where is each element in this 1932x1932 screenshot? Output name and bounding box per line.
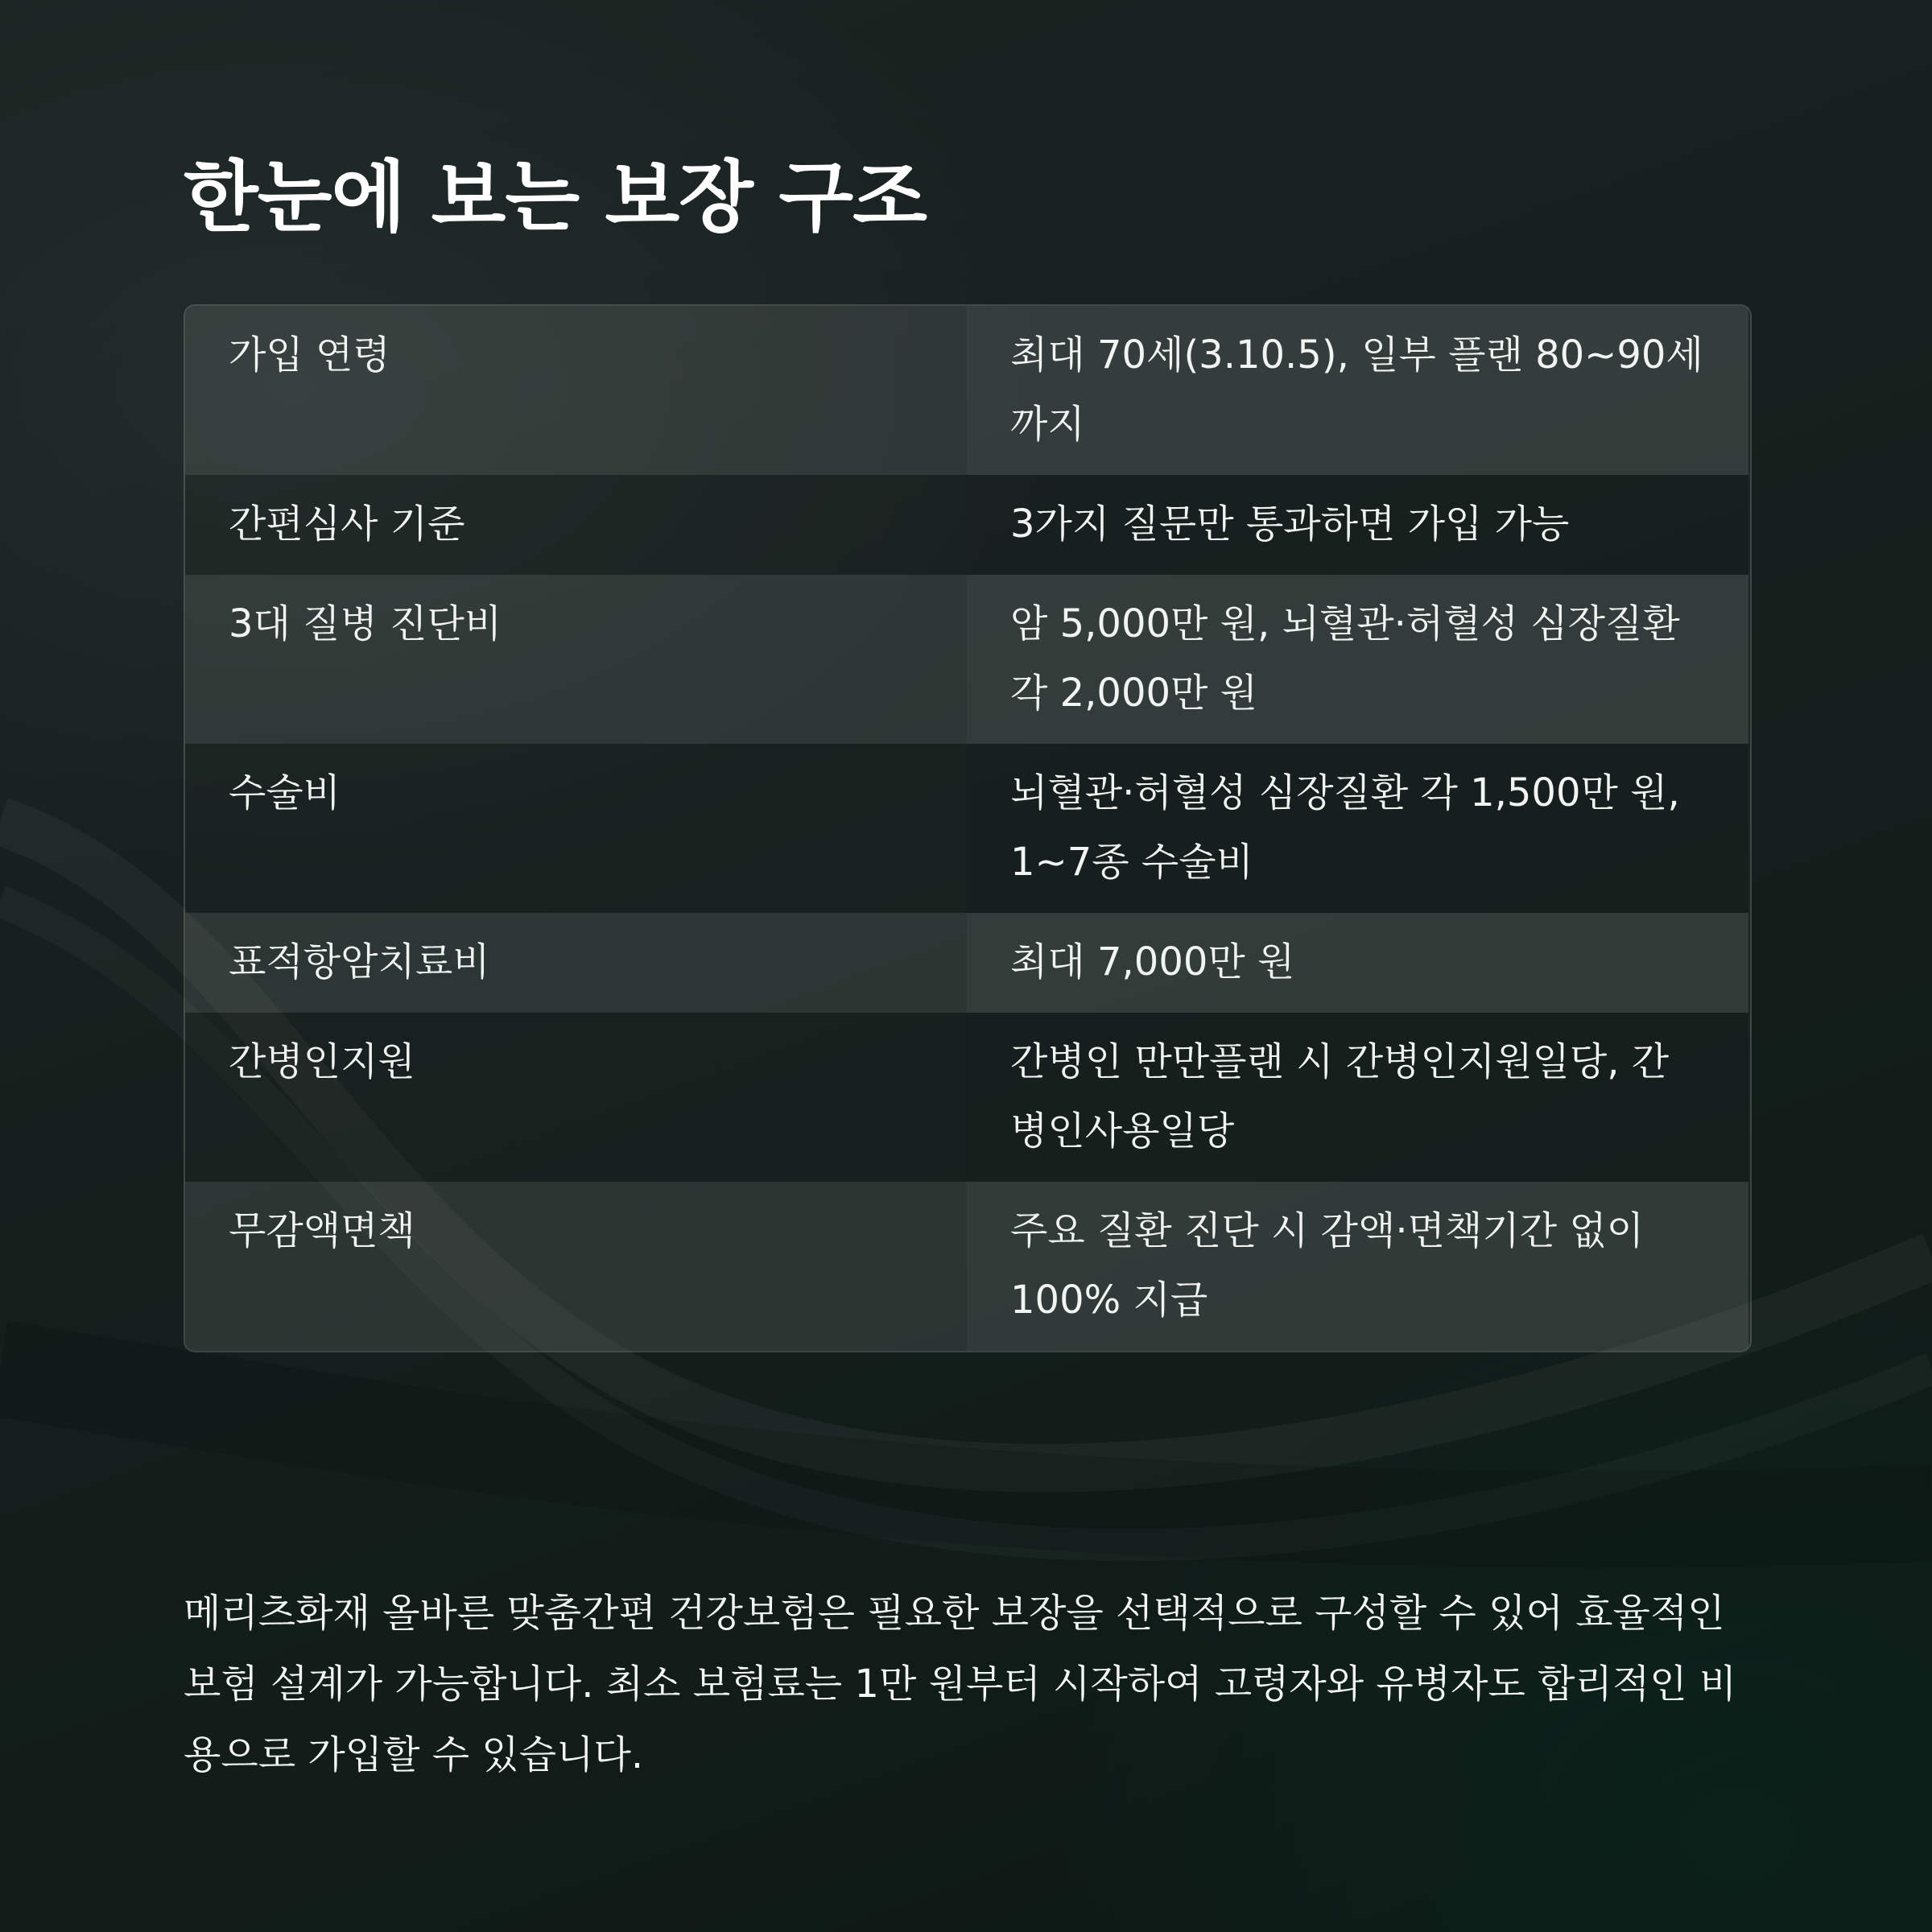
table-row: [185, 475, 1750, 575]
description-paragraph: 메리츠화재 올바른 맞춤간편 건강보험은 필요한 보장을 선택적으로 구성할 수 있어 효율적인 보험 설계가 가능합니다. 최소 보험료는 1만 원부터 시작하여 고령자와 유병자도 합리적인 비용으로 가입할 수 있습니다.: [184, 1591, 1737, 1777]
row-label: 무감액면책: [185, 1182, 967, 1351]
table-row: [185, 306, 1750, 475]
table-row: [185, 913, 1750, 1013]
coverage-table: [184, 304, 1752, 1352]
row-label: 3대 질병 진단비: [185, 575, 967, 744]
row-label: 가입 연령: [185, 306, 967, 475]
table-row: [185, 1182, 1750, 1351]
page-title: 한눈에 보는 보장 구조: [184, 152, 927, 242]
row-label: 표적항암치료비: [185, 913, 967, 1013]
table-row: [185, 744, 1750, 913]
row-label: 수술비: [185, 744, 967, 913]
row-value: 최대 70세(3.10.5), 일부 플랜 80~90세까지: [967, 306, 1748, 475]
row-value: 간병인 만만플랜 시 간병인지원일당, 간병인사용일당: [967, 1013, 1748, 1182]
row-label: 간편심사 기준: [185, 475, 967, 575]
row-value: 최대 7,000만 원: [967, 913, 1748, 1013]
row-value: 암 5,000만 원, 뇌혈관·허혈성 심장질환 각 2,000만 원: [967, 575, 1748, 744]
row-value: 주요 질환 진단 시 감액·면책기간 없이 100% 지급: [967, 1182, 1748, 1351]
row-value: 3가지 질문만 통과하면 가입 가능: [967, 475, 1748, 575]
table-row: [185, 1013, 1750, 1182]
row-value: 뇌혈관·허혈성 심장질환 각 1,500만 원, 1~7종 수술비: [967, 744, 1748, 913]
row-label: 간병인지원: [185, 1013, 967, 1182]
table-row: [185, 575, 1750, 744]
